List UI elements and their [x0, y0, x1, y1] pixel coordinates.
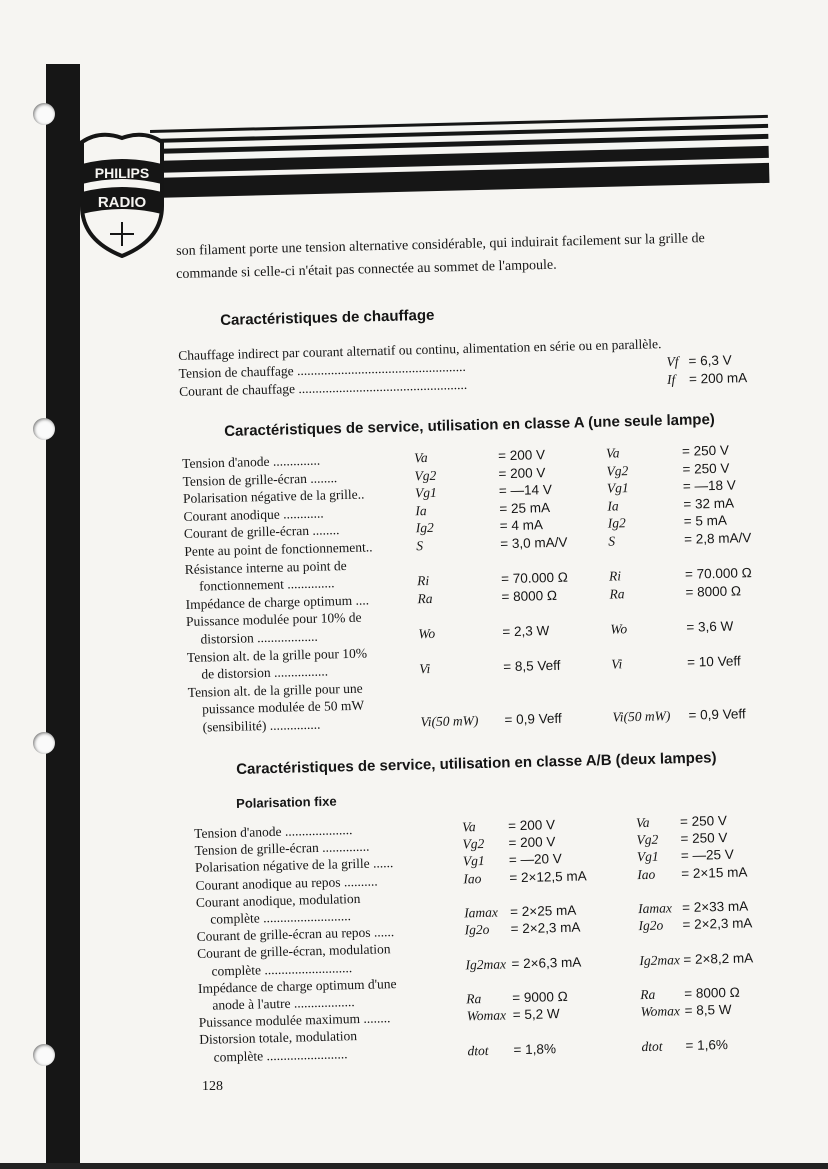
- spec-label: Tension d'anode ..............: [182, 452, 321, 471]
- spec-symbol: Iamax: [637, 900, 673, 917]
- spec-value: = 25 mA: [499, 499, 551, 517]
- spec-label: complète ........................: [213, 1045, 348, 1065]
- spec-value: = —25 V: [680, 847, 734, 864]
- spec-label: Courant de grille-écran, modulation: [196, 941, 391, 962]
- heating-row-label: Courant de chauffage ..................................................: [178, 376, 468, 399]
- spec-label: puissance modulée de 50 mW: [202, 698, 365, 717]
- spec-value: = 250 V: [681, 442, 730, 459]
- spec-value: = 200 V: [497, 447, 546, 464]
- spec-symbol: Ig2: [607, 515, 626, 532]
- spec-symbol: Womax: [640, 1003, 681, 1020]
- spec-symbol: Iao: [637, 866, 656, 882]
- spec-value: = 8000 Ω: [684, 984, 740, 1002]
- spec-label: anode à l'autre ..................: [212, 994, 355, 1013]
- spec-value: = 2×12,5 mA: [509, 868, 587, 885]
- spec-symbol: Vg2: [462, 836, 485, 852]
- spec-symbol: dtot: [467, 1042, 489, 1058]
- spec-value: = 8000 Ω: [501, 587, 558, 605]
- spec-label: Tension de grille-écran ........: [182, 469, 338, 489]
- spec-symbol: Vi: [419, 661, 431, 677]
- spec-value: = 0,9 Veff: [688, 706, 746, 723]
- spec-label: Tension alt. de la grille pour 10%: [186, 645, 368, 665]
- spec-value: = 1,6%: [685, 1036, 729, 1053]
- spec-label: complète ..........................: [211, 959, 353, 979]
- spec-label: Courant de grille-écran ........: [183, 522, 340, 542]
- spec-label: Courant anodique, modulation: [195, 890, 361, 910]
- spec-value: = 5,2 W: [512, 1006, 560, 1023]
- spec-symbol: Vg2: [414, 467, 437, 483]
- heating-row-label: Tension de chauffage ..................................................: [178, 358, 466, 381]
- spec-symbol: Iamax: [464, 904, 499, 921]
- spec-label: distorsion ..................: [200, 628, 319, 647]
- spec-symbol: Va: [461, 819, 476, 835]
- spec-label: Puissance modulée maximum ........: [198, 1010, 391, 1031]
- spec-symbol: Ia: [415, 502, 427, 519]
- heating-symbol: If: [666, 371, 676, 388]
- svg-text:PHILIPS: PHILIPS: [94, 165, 150, 181]
- class-a-title: Caractéristiques de service, utilisation en classe A (une seule lampe): [224, 411, 716, 440]
- spec-value: = 8,5 Veff: [503, 658, 561, 675]
- bottom-edge: [0, 1163, 828, 1169]
- spec-label: Courant anodique au repos ..........: [195, 873, 378, 893]
- spec-symbol: Wo: [610, 621, 628, 637]
- spec-value: = 2×2,3 mA: [510, 919, 581, 937]
- heating-row-label: Chauffage indirect par courant alternatif ou continu, alimentation en série ou en parallèle.: [178, 336, 662, 363]
- spec-symbol: Wo: [418, 625, 436, 642]
- spec-value: = 5 mA: [683, 513, 728, 530]
- philips-radio-shield-logo: [76, 128, 168, 258]
- spec-symbol: S: [608, 533, 616, 549]
- spec-symbol: dtot: [641, 1038, 663, 1054]
- spec-label: Pente au point de fonctionnement..: [184, 539, 373, 559]
- spec-value: = 9000 Ω: [512, 988, 568, 1006]
- spec-value: = 0,9 Veff: [504, 710, 562, 728]
- spec-label: de distorsion ................: [201, 663, 329, 682]
- spec-value: = 2×25 mA: [510, 902, 577, 920]
- spec-label: (sensibilité) ...............: [202, 716, 321, 735]
- spec-label: Polarisation négative de la grille..: [182, 486, 365, 507]
- spec-symbol: Ig2max: [639, 951, 681, 968]
- spec-value: = 3,6 W: [686, 618, 734, 635]
- spec-symbol: Vi: [611, 656, 623, 672]
- intro-line-1: son filament porte une tension alternative considérable, qui induirait facilement sur la grille de: [176, 231, 705, 259]
- spec-label: Courant anodique ............: [183, 505, 324, 524]
- spec-symbol: Ri: [608, 568, 622, 584]
- punch-hole: [33, 418, 55, 440]
- page-number: 128: [202, 1079, 223, 1094]
- spec-value: = 250 V: [679, 812, 728, 830]
- spec-value: = —20 V: [508, 851, 563, 868]
- spec-value: = 2×33 mA: [681, 898, 749, 916]
- spec-value: = 2,3 W: [502, 623, 550, 640]
- heating-symbol: Vf: [666, 353, 679, 370]
- spec-symbol: Vg1: [462, 853, 485, 869]
- spec-symbol: Vg1: [414, 484, 437, 501]
- spec-symbol: Ig2: [415, 520, 435, 536]
- spec-label: Tension de grille-écran ..............: [194, 838, 370, 859]
- spec-value: = —14 V: [498, 482, 553, 499]
- spec-symbol: S: [416, 538, 424, 554]
- spec-symbol: Vg2: [606, 462, 629, 479]
- spec-label: fonctionnement ..............: [199, 575, 335, 594]
- spec-symbol: Ia: [607, 498, 619, 514]
- punch-hole: [33, 1044, 55, 1066]
- spec-symbol: Vi(50 mW): [420, 712, 479, 730]
- spec-symbol: Womax: [466, 1007, 507, 1024]
- spec-symbol: Vg1: [606, 480, 629, 496]
- class-a-table: [182, 441, 789, 756]
- spec-value: = 2×15 mA: [681, 864, 748, 881]
- spec-value: = —18 V: [682, 477, 736, 494]
- spec-value: = 8,5 W: [684, 1002, 732, 1019]
- spec-label: complète ..........................: [210, 908, 352, 927]
- heating-value: = 6,3 V: [688, 352, 732, 369]
- spec-symbol: Ra: [640, 986, 656, 1003]
- spec-value: = 4 mA: [499, 517, 544, 534]
- spec-symbol: Vg1: [636, 849, 659, 865]
- header-stripes: [150, 115, 770, 216]
- spec-label: Puissance modulée pour 10% de: [185, 610, 362, 630]
- spec-label: Courant de grille-écran au repos ......: [196, 924, 395, 945]
- spec-label: Tension alt. de la grille pour une: [187, 680, 363, 700]
- spec-symbol: Va: [635, 814, 650, 831]
- spec-symbol: Vi(50 mW): [612, 708, 671, 725]
- punch-hole: [33, 103, 55, 125]
- spec-value: = 70.000 Ω: [500, 569, 569, 587]
- spec-value: = 200 V: [507, 817, 556, 834]
- spec-symbol: Ig2o: [638, 917, 664, 934]
- spec-value: = 10 Veff: [687, 653, 741, 670]
- spec-value: = 250 V: [682, 460, 730, 477]
- spec-symbol: Ri: [416, 573, 430, 589]
- spec-value: = 200 V: [498, 464, 546, 481]
- spec-value: = 2×6,3 mA: [511, 954, 582, 971]
- spec-symbol: Ra: [417, 590, 433, 607]
- heating-value: = 200 mA: [688, 370, 748, 387]
- spec-value: = 32 mA: [683, 495, 735, 512]
- spec-value: = 200 V: [508, 834, 556, 851]
- punch-hole: [33, 732, 55, 754]
- heating-title: Caractéristiques de chauffage: [220, 306, 435, 329]
- spec-label: Impédance de charge optimum ....: [185, 592, 370, 612]
- spec-value: = 2×8,2 mA: [683, 949, 754, 967]
- heating-block: [178, 330, 779, 405]
- intro-line-2: commande si celle-ci n'était pas connectée au sommet de l'ampoule.: [176, 257, 557, 282]
- spec-symbol: Ig2o: [464, 922, 490, 938]
- spec-value: = 70.000 Ω: [684, 565, 752, 582]
- svg-text:RADIO: RADIO: [97, 194, 147, 211]
- spec-value: = 250 V: [680, 830, 728, 847]
- class-ab-table: [194, 812, 790, 1076]
- class-ab-subtitle: Polarisation fixe: [236, 793, 337, 811]
- spec-value: = 8000 Ω: [685, 583, 742, 600]
- spec-label: Distorsion totale, modulation: [199, 1028, 358, 1048]
- spec-label: Impédance de charge optimum d'une: [197, 975, 397, 996]
- spec-label: Résistance interne au point de: [184, 557, 347, 577]
- binding-edge-bar: [46, 64, 80, 1169]
- spec-value: = 2×2,3 mA: [682, 915, 753, 933]
- spec-value: = 3,0 mA/V: [500, 534, 568, 552]
- spec-symbol: Va: [605, 445, 620, 461]
- spec-value: = 2,8 mA/V: [684, 530, 752, 547]
- spec-symbol: Ig2max: [465, 956, 507, 973]
- spec-label: Polarisation négative de la grille ......: [194, 855, 394, 876]
- spec-symbol: Vg2: [636, 831, 659, 848]
- class-ab-title: Caractéristiques de service, utilisation en classe A/B (deux lampes): [236, 749, 717, 778]
- spec-symbol: Va: [413, 450, 428, 466]
- spec-symbol: Iao: [463, 870, 482, 887]
- spec-label: Tension d'anode ....................: [194, 822, 353, 841]
- spec-value: = 1,8%: [513, 1040, 557, 1057]
- spec-symbol: Ra: [466, 991, 482, 1007]
- spec-symbol: Ra: [609, 586, 625, 602]
